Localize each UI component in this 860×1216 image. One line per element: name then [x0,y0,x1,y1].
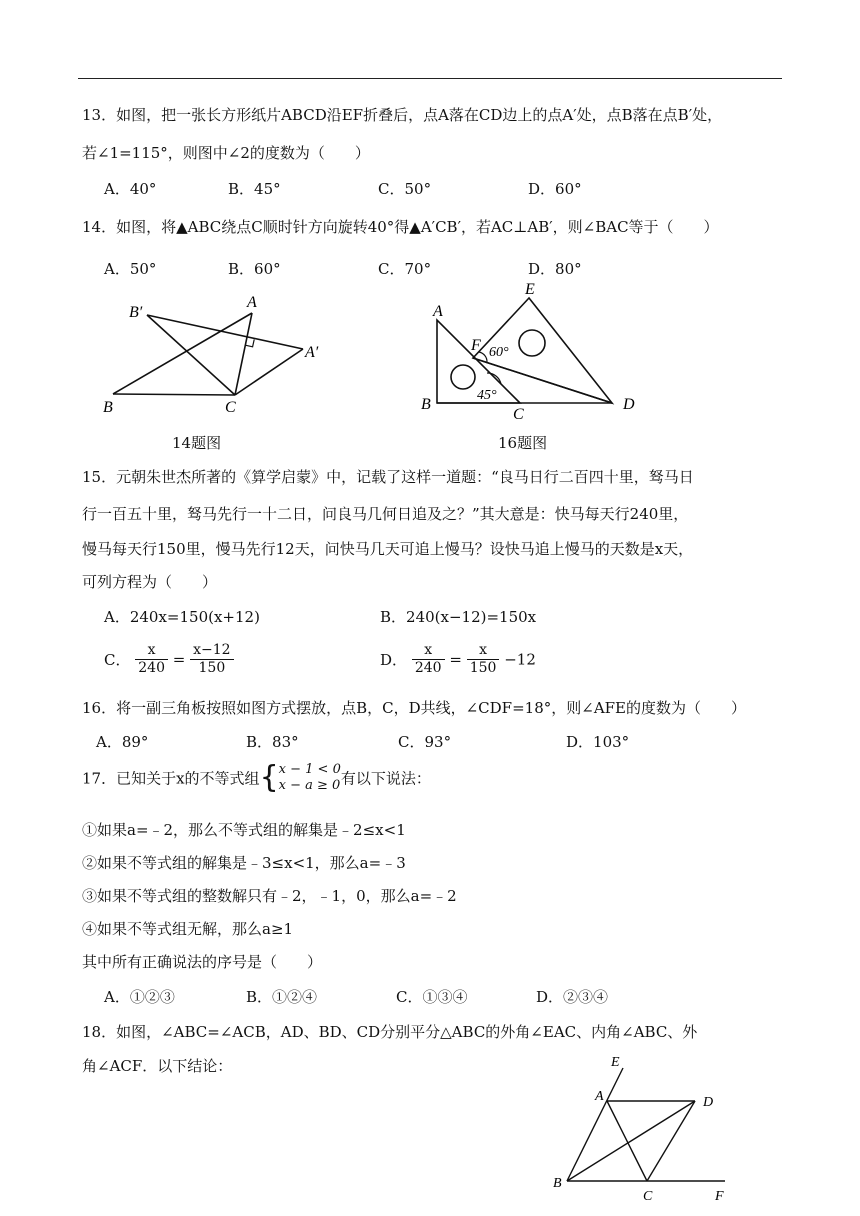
q15-option-c-frac2 [190,642,233,677]
q16-option-a: A．89° [96,733,149,751]
q17-inequality-system [279,762,341,794]
q17-option-a: A．①②③ [104,988,175,1006]
q15-option-d: D． $\frac{x}{240}$ = $\frac{x}{150}$ −12 [380,642,536,676]
q15-line4: 可列方程为（ ） [82,573,218,591]
fig16-hole-right [519,330,545,356]
q17-ineq2: x − a ≥ 0 [278,778,341,793]
q14-option-d: D．80° [528,260,582,278]
header-rule [78,78,782,79]
q14-line1: 14．如图，将▲ABC绕点C顺时针方向旋转40°得▲A′CB′，若AC⊥AB′，则∠BAC等于（ ） [82,218,719,236]
q13-option-d: D．60° [528,180,582,198]
fig18-label-b: B [553,1176,562,1191]
q15-option-d-label: D． [380,651,408,669]
q15-option-c: C． $\frac{x}{240}$ = $\frac{x-12}{150}$ [104,642,234,677]
q15-option-d-tail: −12 [504,650,536,669]
fig18-line-cd [647,1101,695,1181]
fig14-segment-b1c [147,315,235,395]
fig14-segment-b1a1 [147,315,303,349]
q14-option-b: B．60° [228,260,281,278]
fig14-caption: 14题图 [172,434,222,452]
fig14-label-a: A [247,294,257,311]
q13-line2: 若∠1=115°，则图中∠2的度数为（ ） [82,144,370,162]
q17-suffix: 有以下说法： [340,769,431,788]
fig16-label-e: E [525,282,535,298]
fig16-hole-left [451,365,475,389]
q15-option-d-den2: 150 [469,660,497,676]
q15-option-c-num2: x−12 [190,642,233,660]
fig16-angle-60: 60° [489,345,509,360]
q15-option-c-label: C． [104,651,131,669]
q14-option-c: C．70° [378,260,432,278]
fig18-label-c: C [643,1189,653,1204]
q15-option-c-frac1 [135,642,168,677]
q15-option-d-den1: 240 [414,660,442,676]
fig16-angle-45: 45° [477,388,497,403]
q17-option-c: C．①③④ [396,988,468,1006]
fig14-segment-ba [113,313,252,394]
q16-option-d: D．103° [566,733,630,751]
q17-prefix: 17．已知关于x的不等式组 [82,769,260,788]
q17-ineq1: x − 1 < 0 [278,762,341,777]
q13-line1: 13．如图，把一张长方形纸片ABCD沿EF折叠后，点A落在CD边上的点A′处，点B落在点B′处， [82,106,723,124]
q18-line1: 18．如图，∠ABC=∠ACB，AD、BD、CD分别平分△ABC的外角∠EAC、内角∠ABC、外 [82,1023,698,1041]
q17-line1: 17．已知关于x的不等式组{ x − 1 < 0 x − a ≥ 0 有以下说法： [82,760,431,795]
q17-statement-3: ③如果不等式组的整数解只有﹣2，﹣1，0，那么a=﹣2 [82,887,457,905]
q15-line1: 15．元朝朱世杰所著的《算学启蒙》中，记载了这样一道题：“良马日行二百四十里，驽马日 [82,468,694,486]
q16-option-b: B．83° [246,733,299,751]
fig18-label-e: E [611,1055,620,1070]
fig18-label-f: F [715,1189,724,1204]
fig18-label-a: A [595,1089,604,1104]
q17-option-b: B．①②④ [246,988,318,1006]
fig14-label-b-prime: B′ [129,304,143,321]
figure-18 [545,1050,745,1216]
q13-option-b: B．45° [228,180,281,198]
q15-line3: 慢马每天行150里，慢马先行12天，问快马几天可追上慢马？设快马追上慢马的天数是x天， [82,540,694,558]
q15-option-c-num1: x [135,642,168,660]
q17-statement-2: ②如果不等式组的解集是﹣3≤x<1，那么a=﹣3 [82,854,406,872]
q16-line1: 16．将一副三角板按照如图方式摆放，点B，C，D共线，∠CDF=18°，则∠AFE的度数为（ ） [82,699,747,717]
q15-option-d-frac2 [467,642,500,677]
q15-option-c-den1: 240 [138,660,165,676]
q15-option-c-den2: 150 [198,660,226,676]
fig14-segment-a1c [235,349,303,395]
fig18-label-d: D [703,1095,714,1110]
fig16-caption: 16题图 [498,434,548,452]
fig16-label-b: B [421,396,431,413]
fig18-line-ac [607,1101,647,1181]
q17-statement-4: ④如果不等式组无解，那么a≥1 [82,920,294,938]
q13-option-c: C．50° [378,180,432,198]
fig14-label-b: B [103,399,113,416]
fig14-segment-bc [113,394,235,395]
figure-14 [95,285,335,420]
q16-option-c: C．93° [398,733,452,751]
q14-option-a: A．50° [104,260,157,278]
fig16-label-f: F [471,337,481,354]
q13-option-a: A．40° [104,180,157,198]
q18-line2: 角∠ACF．以下结论： [82,1057,233,1075]
q15-option-b: B．240(x−12)=150x [380,608,537,626]
fig16-label-d: D [623,396,635,413]
q15-line2: 行一百五十里，驽马先行一十二日，问良马几何日追及之？”其大意是：快马每天行240里， [82,505,689,523]
q15-option-d-num1: x [412,642,445,660]
fig14-label-c: C [225,399,236,416]
q17-ask: 其中所有正确说法的序号是（ ） [82,953,323,971]
fig14-segment-ac [235,313,252,395]
q15-option-d-frac1 [412,642,445,677]
figure-16 [415,282,655,422]
q17-option-d: D．②③④ [536,988,609,1006]
fig14-label-a-prime: A′ [305,344,319,361]
q15-option-a: A．240x=150(x+12) [104,608,260,626]
q15-option-d-num2: x [467,642,500,660]
q17-statement-1: ①如果a=﹣2，那么不等式组的解集是﹣2≤x<1 [82,821,406,839]
fig16-label-c: C [513,406,524,422]
fig16-label-a: A [433,303,443,320]
